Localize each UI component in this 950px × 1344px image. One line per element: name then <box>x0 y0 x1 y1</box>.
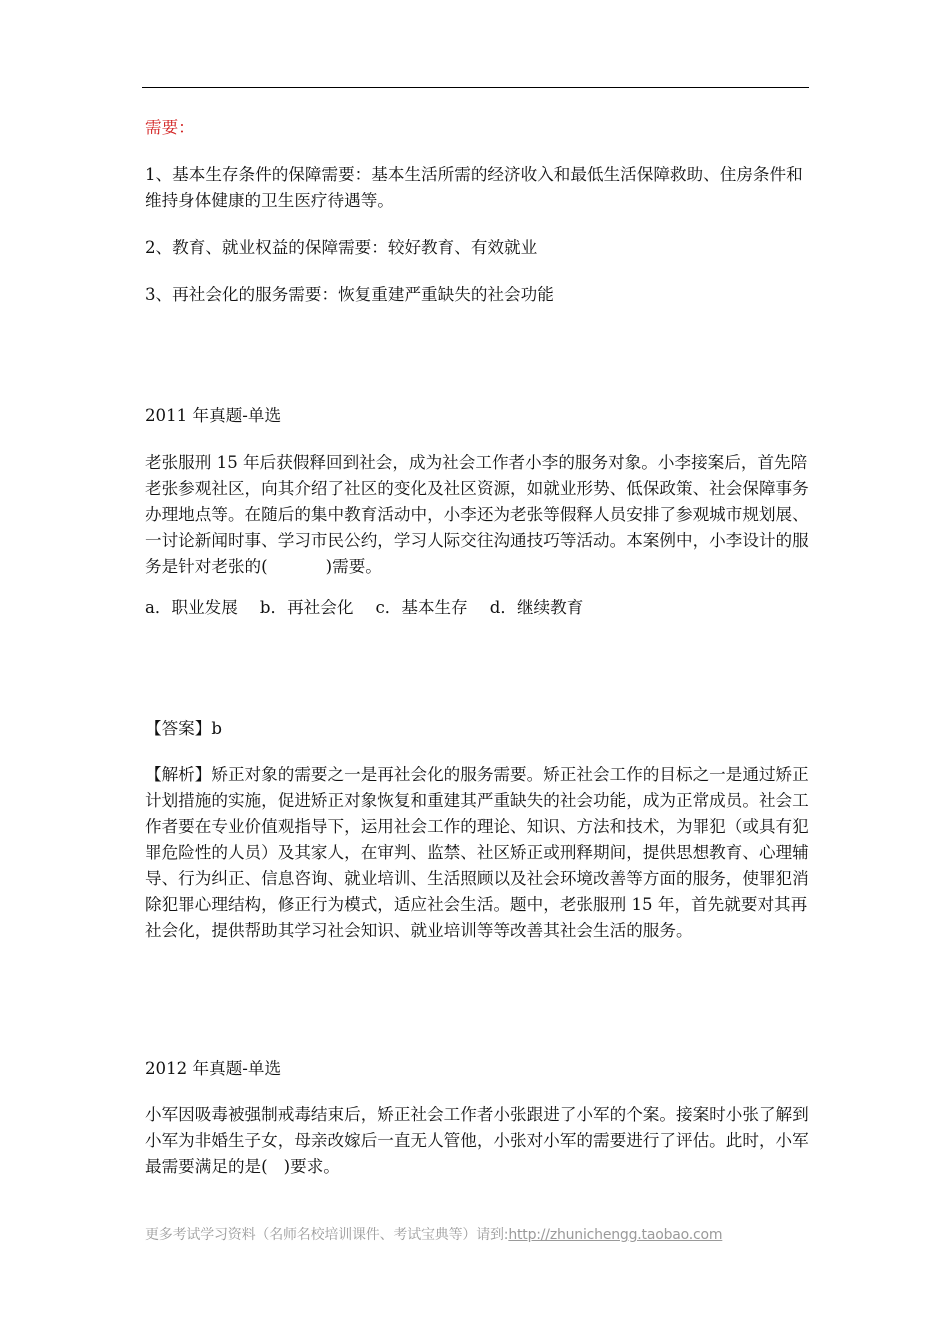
q2011-options <box>145 595 809 621</box>
q2012-stem-text: 小军因吸毒被强制戒毒结束后，矫正社会工作者小张跟进了小军的个案。接案时小张了解到小军为非婚生子女，母亲改嫁后一直无人管他，小张对小军的需要进行了评估。此时，小军最需要满足的是( <box>145 1105 809 1176</box>
q2011-stem-end: )需要。 <box>325 557 382 576</box>
footer-link[interactable]: http://zhunichengg.taobao.com <box>508 1227 723 1243</box>
q2012-label: 2012 年真题-单选 <box>145 1059 282 1078</box>
needs-heading: 需要： <box>145 118 195 137</box>
option-d: d．继续教育 <box>489 598 584 617</box>
top-rule <box>142 87 809 88</box>
q2012-stem-end: )要求。 <box>283 1157 340 1176</box>
q2011-stem-text: 老张服刑 15 年后获假释回到社会，成为社会工作者小李的服务对象。小李接案后，首先陪老张参观社区，向其介绍了社区的变化及社区资源，如就业形势、低保政策、社会保障事务办理地点等。在随后的集中教育活动中，小李还为老张等假释人员安排了参观城市规划展、一讨论新闻时事、学习市民公约，学习人际交往沟通技巧等活动。本案例中，小李设计的服务是针对老张的( <box>145 453 809 576</box>
option-a: a．职业发展 <box>145 598 238 617</box>
needs-item-1: 1、基本生存条件的保障需要：基本生活所需的经济收入和最低生活保障救助、住房条件和维持身体健康的卫生医疗待遇等。 <box>145 165 803 210</box>
q2011-analysis: 【解析】矫正对象的需要之一是再社会化的服务需要。矫正社会工作的目标之一是通过矫正计划措施的实施，促进矫正对象恢复和重建其严重缺失的社会功能，成为正常成员。社会工作者要在专业价值观指导下，运用社会工作的理论、知识、方法和技术，为罪犯（或具有犯罪危险性的人员）及其家人，在审判、监禁、社区矫正或刑释期间，提供思想教育、心理辅导、行为纠正、信息咨询、就业培训、生活照顾以及社会环境改善等方面的服务，使罪犯消除犯罪心理结构，修正行为模式，适应社会生活。题中，老张服刑 15 年，首先就要对其再社会化，提供帮助其学习社会知识、就业培训等等改善其社会生活的服务。 <box>145 765 809 940</box>
q2011-answer: 【答案】b <box>145 719 222 738</box>
footer-text: 更多考试学习资料（名师名校培训课件、考试宝典等）请到: <box>145 1227 509 1243</box>
footer <box>145 1224 722 1244</box>
option-b: b．再社会化 <box>259 598 354 617</box>
needs-item-3: 3、再社会化的服务需要：恢复重建严重缺失的社会功能 <box>145 285 554 304</box>
needs-item-2: 2、教育、就业权益的保障需要：较好教育、有效就业 <box>145 238 538 257</box>
q2011-label: 2011 年真题-单选 <box>145 406 282 425</box>
option-c: c．基本生存 <box>375 598 468 617</box>
q2011-stem <box>145 450 809 580</box>
q2012-stem <box>145 1102 809 1180</box>
